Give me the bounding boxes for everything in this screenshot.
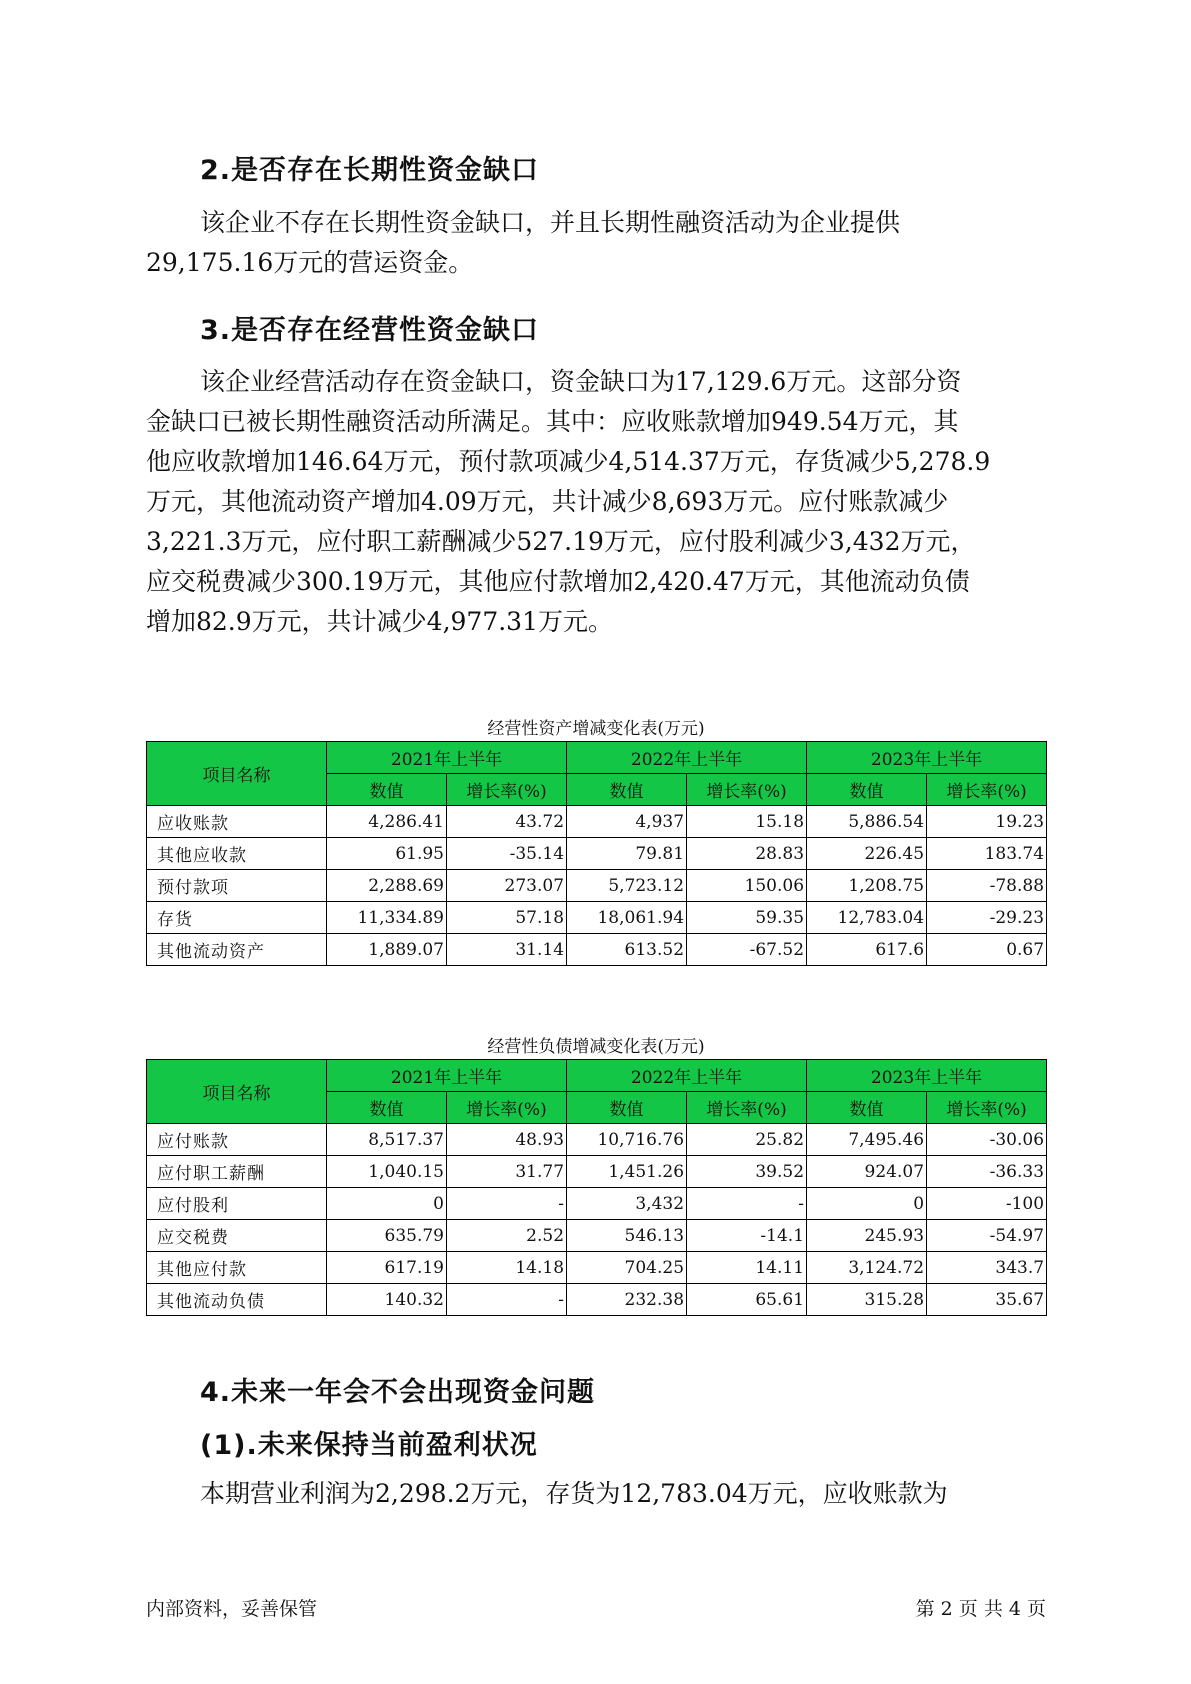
growth-rate-cell: 14.11 bbox=[687, 1252, 807, 1284]
value-cell: 613.52 bbox=[567, 934, 687, 966]
growth-rate-cell: -67.52 bbox=[687, 934, 807, 966]
table-row bbox=[147, 838, 1047, 870]
value-cell: 7,495.46 bbox=[807, 1124, 927, 1156]
value-header: 数值 bbox=[327, 774, 447, 806]
liabilities-table-caption: 经营性负债增减变化表(万元) bbox=[487, 1037, 705, 1057]
row-label-cell: 应付账款 bbox=[147, 1124, 327, 1156]
value-header: 数值 bbox=[807, 1092, 927, 1124]
section-3-heading: 3.是否存在经营性资金缺口 bbox=[200, 315, 540, 346]
growth-rate-cell: 25.82 bbox=[687, 1124, 807, 1156]
table-row bbox=[147, 1220, 1047, 1252]
liabilities-table-body bbox=[147, 1124, 1047, 1316]
row-label-cell: 其他应付款 bbox=[147, 1252, 327, 1284]
value-cell: 226.45 bbox=[807, 838, 927, 870]
paragraph-line: 增加82.9万元，共计减少4,977.31万元。 bbox=[146, 607, 613, 636]
value-cell: 0 bbox=[807, 1188, 927, 1220]
growth-rate-cell: 28.83 bbox=[687, 838, 807, 870]
row-label-cell: 应付股利 bbox=[147, 1188, 327, 1220]
value-cell: 61.95 bbox=[327, 838, 447, 870]
section-3-paragraph bbox=[146, 362, 1046, 642]
table-row bbox=[147, 934, 1047, 966]
value-cell: 18,061.94 bbox=[567, 902, 687, 934]
value-header: 数值 bbox=[567, 1092, 687, 1124]
value-cell: 704.25 bbox=[567, 1252, 687, 1284]
table-row bbox=[147, 1188, 1047, 1220]
year-header: 2022年上半年 bbox=[567, 742, 807, 774]
footer-page-number: 第 2 页 共 4 页 bbox=[915, 1598, 1046, 1620]
value-cell: 245.93 bbox=[807, 1220, 927, 1252]
row-label-cell: 其他应收款 bbox=[147, 838, 327, 870]
assets-table bbox=[146, 741, 1047, 966]
growth-rate-cell: 273.07 bbox=[447, 870, 567, 902]
row-label-cell: 预付款项 bbox=[147, 870, 327, 902]
growth-rate-cell: 150.06 bbox=[687, 870, 807, 902]
value-cell: 12,783.04 bbox=[807, 902, 927, 934]
growth-rate-cell: 43.72 bbox=[447, 806, 567, 838]
value-cell: 1,208.75 bbox=[807, 870, 927, 902]
growth-rate-cell: 15.18 bbox=[687, 806, 807, 838]
value-cell: 11,334.89 bbox=[327, 902, 447, 934]
growth-rate-header: 增长率(%) bbox=[687, 1092, 807, 1124]
value-cell: 924.07 bbox=[807, 1156, 927, 1188]
growth-rate-cell: 183.74 bbox=[927, 838, 1047, 870]
paragraph-line: 该企业不存在长期性资金缺口，并且长期性融资活动为企业提供 bbox=[200, 208, 901, 237]
growth-rate-cell: 19.23 bbox=[927, 806, 1047, 838]
growth-rate-cell: 31.77 bbox=[447, 1156, 567, 1188]
value-cell: 5,886.54 bbox=[807, 806, 927, 838]
value-cell: 1,889.07 bbox=[327, 934, 447, 966]
value-header: 数值 bbox=[327, 1092, 447, 1124]
value-cell: 546.13 bbox=[567, 1220, 687, 1252]
section-4-subheading: (1).未来保持当前盈利状况 bbox=[200, 1430, 538, 1461]
growth-rate-cell: -30.06 bbox=[927, 1124, 1047, 1156]
table-row bbox=[147, 806, 1047, 838]
row-label-cell: 应付职工薪酬 bbox=[147, 1156, 327, 1188]
growth-rate-header: 增长率(%) bbox=[447, 1092, 567, 1124]
table-row bbox=[147, 1124, 1047, 1156]
growth-rate-cell: 343.7 bbox=[927, 1252, 1047, 1284]
item-name-header: 项目名称 bbox=[147, 742, 327, 806]
assets-table-body bbox=[147, 806, 1047, 966]
value-header: 数值 bbox=[807, 774, 927, 806]
growth-rate-cell: 57.18 bbox=[447, 902, 567, 934]
liabilities-table bbox=[146, 1059, 1047, 1316]
section-4-paragraph bbox=[146, 1474, 1046, 1514]
value-cell: 140.32 bbox=[327, 1284, 447, 1316]
value-cell: 617.6 bbox=[807, 934, 927, 966]
paragraph-line: 万元，其他流动资产增加4.09万元，共计减少8,693万元。应付账款减少 bbox=[146, 487, 949, 516]
growth-rate-cell: 39.52 bbox=[687, 1156, 807, 1188]
growth-rate-cell: -14.1 bbox=[687, 1220, 807, 1252]
growth-rate-cell: - bbox=[447, 1284, 567, 1316]
growth-rate-cell: -100 bbox=[927, 1188, 1047, 1220]
paragraph-line: 该企业经营活动存在资金缺口，资金缺口为17,129.6万元。这部分资 bbox=[200, 367, 962, 396]
growth-rate-cell: 31.14 bbox=[447, 934, 567, 966]
section-2-paragraph bbox=[146, 203, 1046, 283]
row-label-cell: 存货 bbox=[147, 902, 327, 934]
row-label-cell: 应收账款 bbox=[147, 806, 327, 838]
table-row bbox=[147, 870, 1047, 902]
value-cell: 0 bbox=[327, 1188, 447, 1220]
table-row bbox=[147, 902, 1047, 934]
footer-confidential-note: 内部资料，妥善保管 bbox=[146, 1598, 318, 1620]
value-cell: 4,937 bbox=[567, 806, 687, 838]
growth-rate-cell: 35.67 bbox=[927, 1284, 1047, 1316]
paragraph-line: 本期营业利润为2,298.2万元，存货为12,783.04万元，应收账款为 bbox=[200, 1479, 948, 1508]
item-name-header: 项目名称 bbox=[147, 1060, 327, 1124]
value-cell: 2,288.69 bbox=[327, 870, 447, 902]
growth-rate-cell: -29.23 bbox=[927, 902, 1047, 934]
growth-rate-header: 增长率(%) bbox=[927, 774, 1047, 806]
section-2-heading: 2.是否存在长期性资金缺口 bbox=[200, 155, 540, 186]
growth-rate-cell: -36.33 bbox=[927, 1156, 1047, 1188]
growth-rate-cell: 0.67 bbox=[927, 934, 1047, 966]
year-header: 2023年上半年 bbox=[807, 1060, 1047, 1092]
value-cell: 79.81 bbox=[567, 838, 687, 870]
value-cell: 10,716.76 bbox=[567, 1124, 687, 1156]
growth-rate-cell: - bbox=[687, 1188, 807, 1220]
growth-rate-cell: 59.35 bbox=[687, 902, 807, 934]
row-label-cell: 其他流动负债 bbox=[147, 1284, 327, 1316]
table-row bbox=[147, 1252, 1047, 1284]
table-row bbox=[147, 1156, 1047, 1188]
value-cell: 232.38 bbox=[567, 1284, 687, 1316]
year-header: 2021年上半年 bbox=[327, 1060, 567, 1092]
growth-rate-cell: -35.14 bbox=[447, 838, 567, 870]
growth-rate-cell: - bbox=[447, 1188, 567, 1220]
growth-rate-cell: 2.52 bbox=[447, 1220, 567, 1252]
growth-rate-cell: -78.88 bbox=[927, 870, 1047, 902]
paragraph-line: 他应收款增加146.64万元，预付款项减少4,514.37万元，存货减少5,278.9 bbox=[146, 447, 991, 476]
value-cell: 617.19 bbox=[327, 1252, 447, 1284]
growth-rate-cell: 65.61 bbox=[687, 1284, 807, 1316]
value-cell: 1,040.15 bbox=[327, 1156, 447, 1188]
growth-rate-header: 增长率(%) bbox=[927, 1092, 1047, 1124]
year-header: 2021年上半年 bbox=[327, 742, 567, 774]
table-row bbox=[147, 1284, 1047, 1316]
row-label-cell: 其他流动资产 bbox=[147, 934, 327, 966]
value-cell: 1,451.26 bbox=[567, 1156, 687, 1188]
growth-rate-header: 增长率(%) bbox=[447, 774, 567, 806]
value-cell: 635.79 bbox=[327, 1220, 447, 1252]
value-cell: 4,286.41 bbox=[327, 806, 447, 838]
value-header: 数值 bbox=[567, 774, 687, 806]
assets-table-caption: 经营性资产增减变化表(万元) bbox=[487, 719, 705, 739]
section-4-heading: 4.未来一年会不会出现资金问题 bbox=[200, 1377, 596, 1408]
paragraph-line: 29,175.16万元的营运资金。 bbox=[146, 248, 474, 277]
value-cell: 5,723.12 bbox=[567, 870, 687, 902]
year-header: 2022年上半年 bbox=[567, 1060, 807, 1092]
growth-rate-header: 增长率(%) bbox=[687, 774, 807, 806]
value-cell: 3,432 bbox=[567, 1188, 687, 1220]
paragraph-line: 金缺口已被长期性融资活动所满足。其中：应收账款增加949.54万元，其 bbox=[146, 407, 959, 436]
paragraph-line: 3,221.3万元，应付职工薪酬减少527.19万元，应付股利减少3,432万元， bbox=[146, 527, 976, 556]
year-header: 2023年上半年 bbox=[807, 742, 1047, 774]
value-cell: 315.28 bbox=[807, 1284, 927, 1316]
value-cell: 3,124.72 bbox=[807, 1252, 927, 1284]
growth-rate-cell: 14.18 bbox=[447, 1252, 567, 1284]
growth-rate-cell: -54.97 bbox=[927, 1220, 1047, 1252]
value-cell: 8,517.37 bbox=[327, 1124, 447, 1156]
growth-rate-cell: 48.93 bbox=[447, 1124, 567, 1156]
paragraph-line: 应交税费减少300.19万元，其他应付款增加2,420.47万元，其他流动负债 bbox=[146, 567, 970, 596]
row-label-cell: 应交税费 bbox=[147, 1220, 327, 1252]
